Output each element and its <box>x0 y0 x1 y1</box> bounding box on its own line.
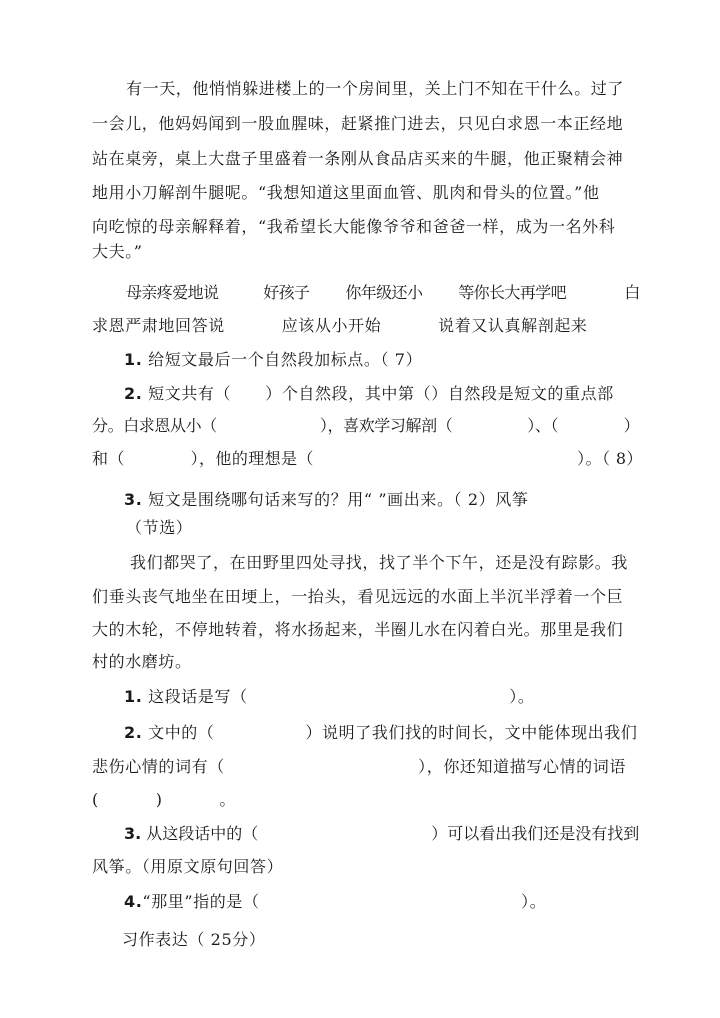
question-2-line-1 <box>124 384 614 404</box>
passage2-line-4: 村的水磨坊。 <box>92 652 192 671</box>
passage2-subtitle: （节选） <box>126 518 193 537</box>
passage1-line-1: 有一天，他悄悄躲进楼上的一个房间里，关上门不知在干什么。过了 <box>126 79 625 98</box>
q2-question-2-line-1 <box>124 723 637 743</box>
question-number: 2. <box>124 723 143 742</box>
question-number: 3. <box>124 824 142 843</box>
passage1-line-4: 地用小刀解剖牛腿呢。“我想知道这里面血管、肌肉和骨头的位置。”他 <box>92 183 600 202</box>
q2-question-4 <box>124 892 546 912</box>
unpunctuated-line-2: 求恩严肃地回答说 应该从小开始 说着又认真解剖起来 <box>92 316 588 335</box>
question-text: 从这段话中的（ ）可以看出我们还是没有找到 <box>141 824 640 843</box>
question-text: 短文共有（ ）个自然段，其中第（）自然段是短文的重点部 <box>142 384 614 403</box>
q2-question-2-line-2: 悲伤心情的词有（ ），你还知道描写心情的词语 <box>92 757 626 776</box>
question-number: 2. <box>124 384 143 403</box>
unpunctuated-line-1: 母亲疼爱地说 好孩子 你年级还小 等你长大再学吧 白 <box>126 283 640 302</box>
question-text: 给短文最后一个自然段加标点。（ 7） <box>142 350 423 369</box>
passage2-line-3: 大的木轮，不停地转着，将水扬起来，半圈儿水在闪着白光。那里是我们 <box>92 620 624 639</box>
question-3 <box>124 490 528 510</box>
q2-question-3-line-1 <box>124 824 639 844</box>
question-2-line-3: 和（ ），他的理想是（ ）。（ 8） <box>92 449 643 468</box>
q2-question-1 <box>124 687 534 707</box>
question-2-line-2: 分。白求恩从小（ ），喜欢学习解剖（ ）、（ ） <box>92 416 640 435</box>
question-1 <box>124 350 422 370</box>
section-heading: 习作表达（ 25分） <box>122 930 266 949</box>
passage1-line-6: 大夫。” <box>92 242 143 261</box>
question-text: 这段话是写（ ）。 <box>142 687 535 706</box>
question-text: 文中的（ ）说明了我们找的时间长，文中能体现出我们 <box>142 723 638 742</box>
question-number: 4. <box>124 892 143 911</box>
passage2-line-2: 们垂头丧气地坐在田埂上，一抬头，看见远远的水面上半沉半浮着一个巨 <box>92 587 624 606</box>
passage1-line-3: 站在桌旁，桌上大盘子里盛着一条刚从食品店买来的牛腿，他正聚精会神 <box>92 149 624 168</box>
passage1-line-2: 一会儿，他妈妈闻到一股血腥味，赶紧推门进去，只见白求恩一本正经地 <box>92 114 624 133</box>
question-text: “那里”指的是（ ）。 <box>142 892 547 911</box>
question-number: 1. <box>124 350 143 369</box>
question-number: 1. <box>124 687 143 706</box>
question-text: 短文是围绕哪句话来写的？用“ ”画出来。（ 2）风筝 <box>142 490 529 509</box>
passage1-line-5: 向吃惊的母亲解释着，“我希望长大能像爷爷和爸爸一样，成为一名外科 <box>92 217 616 236</box>
passage2-line-1: 我们都哭了，在田野里四处寻找，找了半个下午，还是没有踪影。我 <box>130 553 629 572</box>
q2-question-3-line-2: 风筝。（用原文原句回答） <box>92 857 284 876</box>
question-number: 3. <box>124 490 143 509</box>
q2-question-2-line-3: ( ) 。 <box>92 790 237 809</box>
